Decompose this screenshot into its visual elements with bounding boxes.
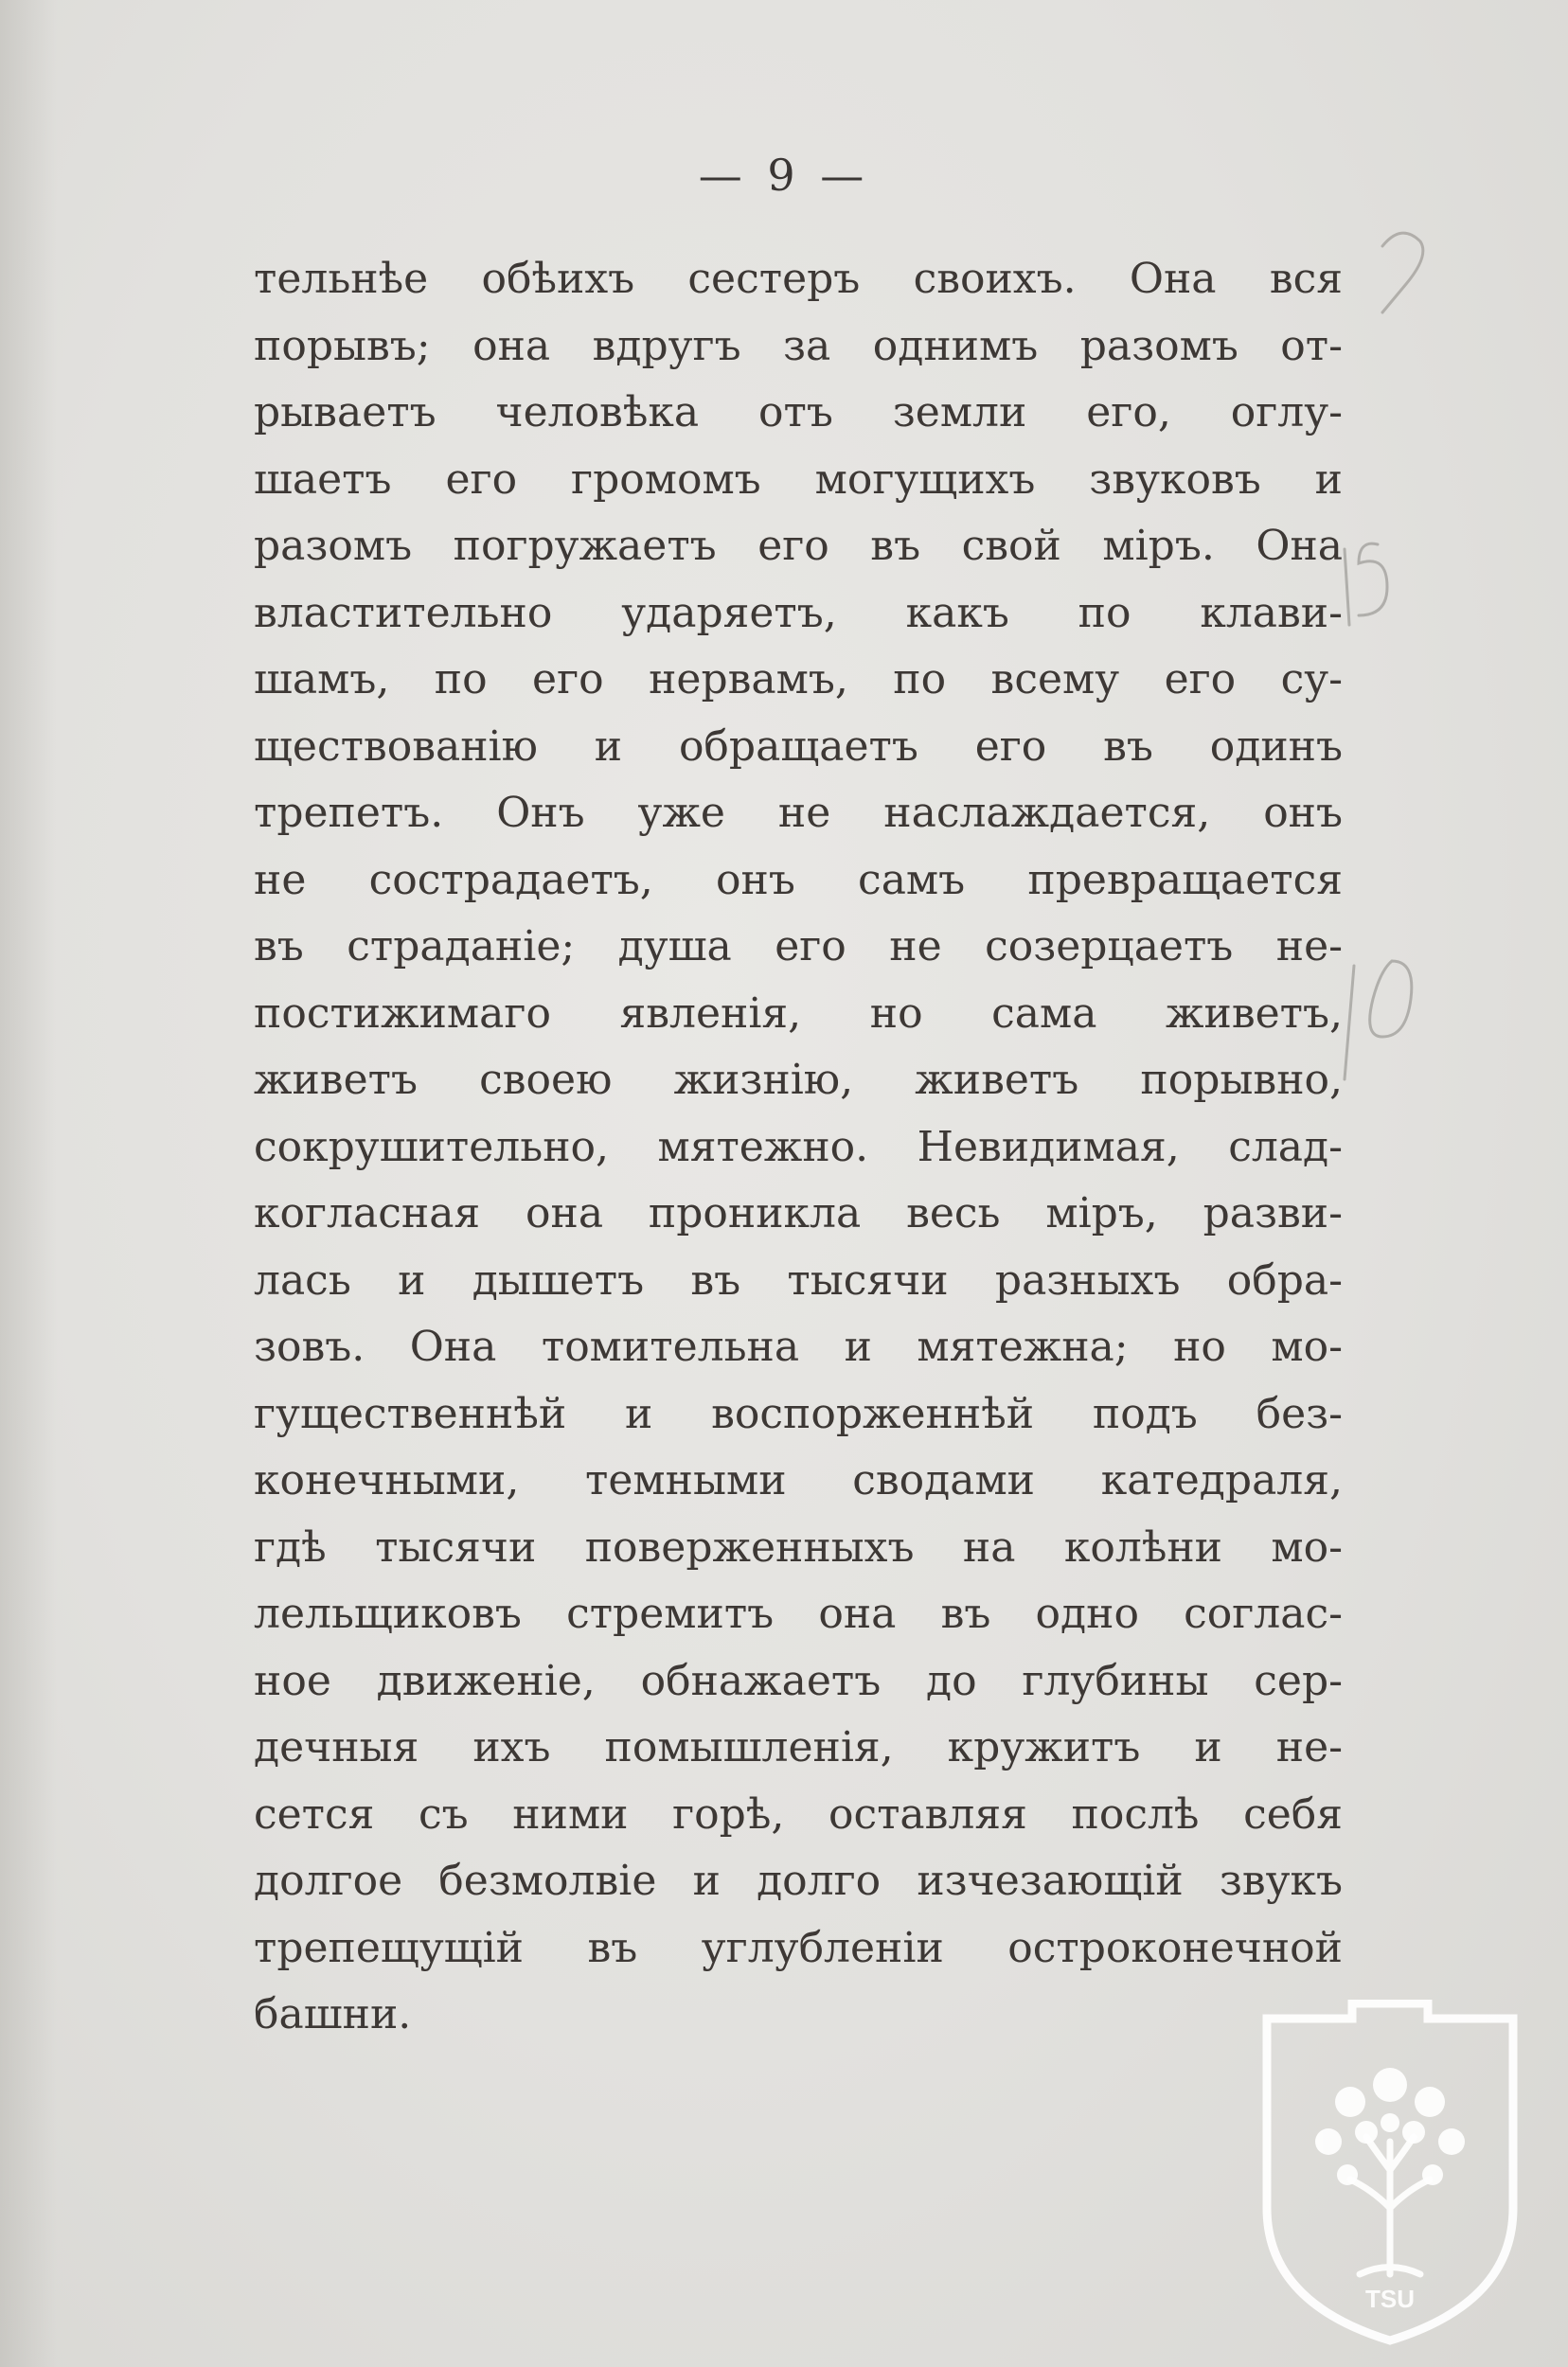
text-line: живетъ своею жизнію, живетъ порывно,	[254, 1056, 1343, 1104]
logo-text: TSU	[1365, 2285, 1415, 2313]
text-line: тельнѣе обѣихъ сестеръ своихъ. Она вся	[254, 255, 1343, 303]
text-line: когласная она проникла весь міръ, разви-	[254, 1189, 1343, 1237]
text-line: сокрушительно, мятежно. Невидимая, слад-	[254, 1122, 1343, 1171]
text-line: не сострадаетъ, онъ самъ превращается	[254, 855, 1343, 904]
text-line: трепещущій въ углубленіи остроконечной	[254, 1923, 1343, 1972]
text-line: конечными, темными сводами катедраля,	[254, 1456, 1343, 1504]
text-line: ное движеніе, обнажаетъ до глубины сер-	[254, 1656, 1343, 1705]
tsu-logo	[1238, 2000, 1541, 2350]
text-line: разомъ погружаетъ его въ свой міръ. Она	[254, 522, 1343, 570]
text-line: башни.	[254, 1990, 412, 2038]
text-line: постижимаго явленія, но сама живетъ,	[254, 988, 1343, 1038]
text-line: шаетъ его громомъ могущихъ звуковъ и	[254, 454, 1343, 504]
text-line: долгое безмолвіе и долго изчезающій звукъ	[254, 1857, 1343, 1905]
text-line: ществованію и обращаетъ его въ одинъ	[254, 721, 1343, 771]
text-line: гдѣ тысячи поверженныхъ на колѣни мо-	[254, 1522, 1343, 1572]
text-line: дечныя ихъ помышленія, кружитъ и не-	[254, 1723, 1343, 1771]
text-line: лась и дышетъ въ тысячи разныхъ обра-	[254, 1255, 1343, 1305]
text-line: зовъ. Она томительна и мятежна; но мо-	[254, 1323, 1343, 1371]
body-text	[254, 246, 1343, 2049]
text-line: рываетъ человѣка отъ земли его, оглу-	[254, 388, 1343, 436]
text-line: шамъ, по его нервамъ, по всему его су-	[254, 655, 1343, 703]
page-shadow	[0, 0, 57, 2367]
text-line: сется съ ними горѣ, оставляя послѣ себя	[254, 1789, 1343, 1839]
text-line: трепетъ. Онъ уже не наслаждается, онъ	[254, 789, 1343, 837]
text-line: гущественнѣй и воспорженнѣй подъ без-	[254, 1389, 1343, 1438]
text-line: лельщиковъ стремитъ она въ одно соглас-	[254, 1590, 1343, 1638]
text-line: властительно ударяетъ, какъ по клави-	[254, 588, 1343, 637]
page-number: — 9 —	[698, 150, 870, 201]
text-line: въ страданіе; душа его не созерцаетъ не-	[254, 922, 1343, 970]
pencil-annotations	[1326, 208, 1468, 1155]
text-line: порывъ; она вдругъ за однимъ разомъ от-	[254, 321, 1343, 370]
